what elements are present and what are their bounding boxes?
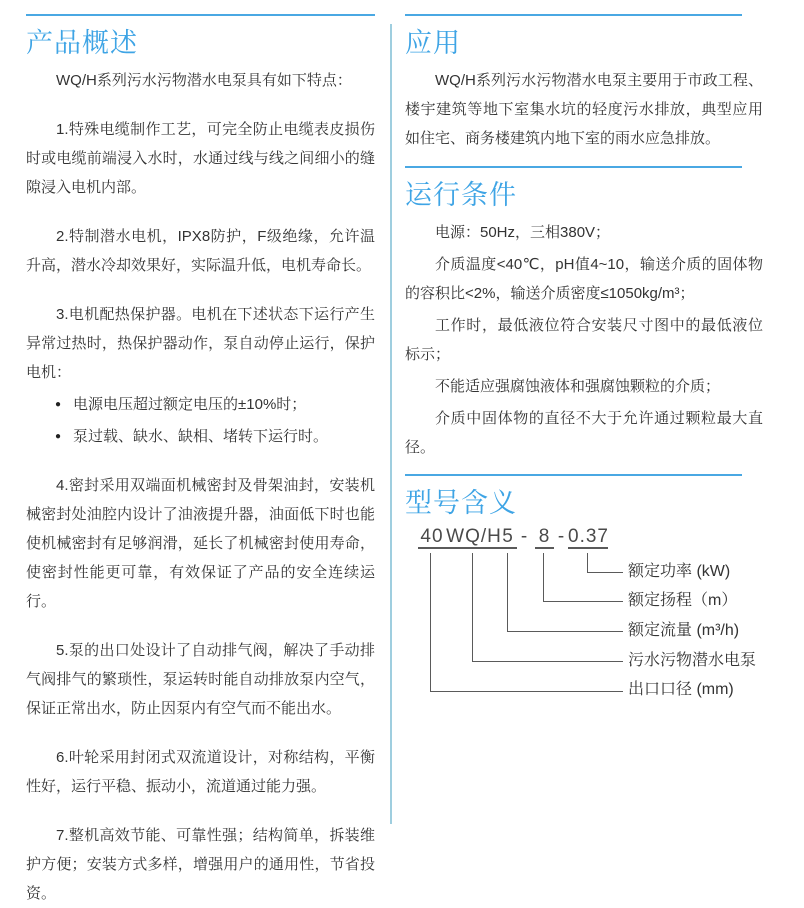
model-code-separator: - bbox=[520, 526, 528, 547]
overview-paragraph-2: 2.特制潜水电机，IPX8防护，F级绝缘，允许温升高，潜水冷却效果好，实际温升低，电机寿命长。 bbox=[26, 228, 375, 274]
bullet-text: 泵过载、缺水、缺相、堵转下运行时。 bbox=[73, 428, 329, 445]
bullet-icon: ● bbox=[55, 399, 62, 410]
model-connector-line bbox=[430, 691, 623, 692]
operating-item-3: 工作时，最低液位符合安装尺寸图中的最低液位标示； bbox=[405, 317, 763, 363]
overview-paragraph-1: 1.特殊电缆制作工艺，可完全防止电缆表皮损伤时或电缆前端浸入水时，水通过线与线之间细小的缝隙浸入电机内部。 bbox=[26, 121, 375, 196]
model-label-pump-type: 污水污物潜水电泵 bbox=[628, 652, 757, 669]
overview-column bbox=[26, 0, 375, 908]
model-connector-line bbox=[543, 601, 623, 602]
operating-item-5: 介质中固体物的直径不大于允许通过颗粒最大直径。 bbox=[405, 410, 763, 456]
bullet-text: 电源电压超过额定电压的±10%时； bbox=[73, 396, 307, 413]
model-label-rated-flow: 额定流量 (m³/h) bbox=[628, 622, 740, 639]
section-divider-line bbox=[405, 474, 742, 476]
model-title: 型号含义 bbox=[405, 488, 517, 518]
model-code-segment-power: 0.37 bbox=[568, 526, 609, 547]
model-code-separator: - bbox=[557, 526, 565, 547]
model-code-diagram bbox=[405, 527, 763, 717]
model-connector-line bbox=[587, 572, 623, 573]
model-connector-line bbox=[507, 553, 508, 631]
column-divider-line bbox=[390, 24, 392, 824]
model-code-segment-flow: 5 bbox=[499, 527, 517, 549]
model-connector-line bbox=[472, 553, 473, 661]
operating-title: 运行条件 bbox=[405, 180, 517, 210]
section-divider-line bbox=[26, 14, 375, 16]
bullet-icon: ● bbox=[55, 431, 62, 442]
model-label-rated-head: 额定扬程（m） bbox=[628, 592, 738, 609]
model-connector-line bbox=[430, 553, 431, 691]
model-code-segment-series: WQ/H bbox=[446, 526, 502, 547]
overview-paragraph-7: 7.整机高效节能、可靠性强；结构简单，拆装维护方便；安装方式多样，增强用户的通用性，节省投资。 bbox=[26, 827, 375, 902]
operating-item-4: 不能适应强腐蚀液体和强腐蚀颗粒的介质； bbox=[435, 378, 721, 395]
overview-title: 产品概述 bbox=[26, 28, 138, 58]
list-item bbox=[26, 422, 375, 451]
model-label-rated-power: 额定功率 (kW) bbox=[628, 563, 731, 580]
model-connector-line bbox=[587, 553, 588, 572]
model-connector-line bbox=[543, 553, 544, 601]
model-code-segment-outlet: 40 bbox=[418, 527, 446, 549]
model-label-outlet-diameter: 出口口径 (mm) bbox=[628, 681, 734, 698]
list-item bbox=[26, 390, 375, 419]
overview-paragraph-5: 5.泵的出口处设计了自动排气阀，解决了手动排气阀排气的繁琐性，泵运转时能自动排放泵内空气，保证正常出水，防止因泵内有空气而不能出水。 bbox=[26, 642, 375, 717]
overview-intro: WQ/H系列污水污物潜水电泵具有如下特点： bbox=[56, 72, 352, 89]
overview-paragraph-3: 3.电机配热保护器。电机在下述状态下运行产生异常过热时，热保护器动作，泵自动停止运行，保护电机： bbox=[26, 306, 375, 381]
model-connector-line bbox=[507, 631, 623, 632]
model-connector-line bbox=[472, 661, 623, 662]
application-body: WQ/H系列污水污物潜水电泵主要用于市政工程、楼宇建筑等地下室集水坑的轻度污水排放，典型应用如住宅、商务楼建筑内地下室的雨水应急排放。 bbox=[405, 72, 763, 147]
overview-paragraph-4: 4.密封采用双端面机械密封及骨架油封，安装机械密封处油腔内设计了油液提升器，油面低下时也能使机械密封有足够润滑，延长了机械密封使用寿命，使密封性能更可靠，有效保证了产品的安全连续运行。 bbox=[26, 477, 375, 610]
operating-item-2: 介质温度<40℃，pH值4~10，输送介质的固体物的容积比<2%，输送介质密度≤1050kg/m³； bbox=[405, 256, 763, 302]
section-divider-line bbox=[405, 166, 742, 168]
right-column bbox=[405, 0, 763, 717]
model-code-segment-head: 8 bbox=[535, 527, 554, 549]
section-divider-line bbox=[405, 14, 742, 16]
overview-paragraph-6: 6.叶轮采用封闭式双流道设计，对称结构，平衡性好，运行平稳、振动小，流道通过能力强。 bbox=[26, 749, 375, 795]
application-title: 应用 bbox=[405, 28, 461, 58]
operating-item-1: 电源：50Hz，三相380V； bbox=[435, 224, 611, 241]
